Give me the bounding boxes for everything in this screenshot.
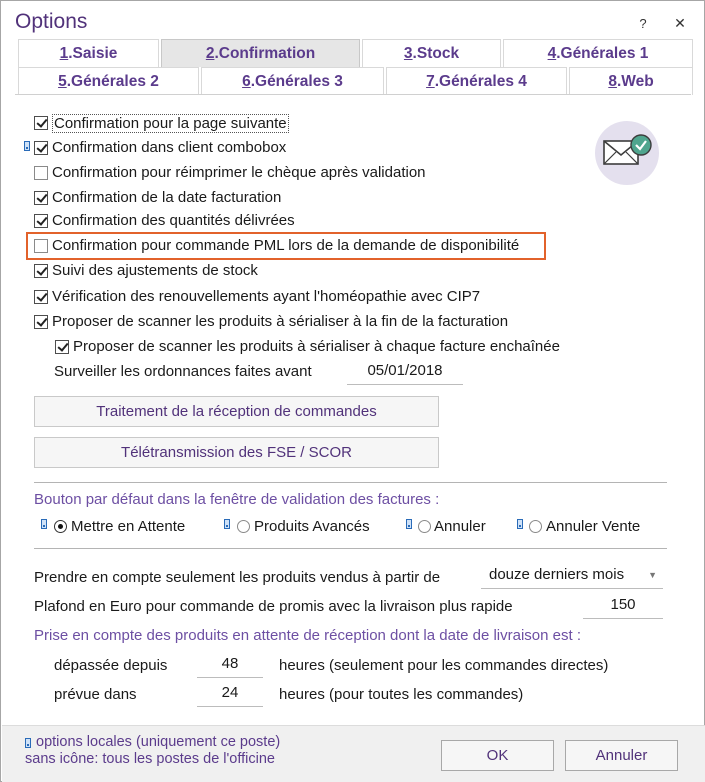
teletransmission-button[interactable]: Télétransmission des FSE / SCOR [34,437,439,468]
depassee-hours-field[interactable]: 48 [197,652,263,678]
local-option-icon [224,519,230,529]
tab-generales-4[interactable]: 7.Générales 4 [386,67,567,95]
chevron-down-icon: ▼ [648,570,657,580]
local-option-icon [406,519,412,529]
periode-dropdown[interactable] [481,563,663,589]
checkbox-ajustements-stock[interactable] [34,264,48,278]
label-surveiller: Surveiller les ordonnances faites avant [54,363,312,380]
close-button[interactable]: ✕ [674,15,686,31]
surveiller-date-field[interactable]: 05/01/2018 [347,359,463,385]
tab-generales-1[interactable]: 4.Générales 1 [503,39,693,67]
divider [34,548,667,549]
divider [34,482,667,483]
label-annuler: Annuler [434,518,486,535]
tab-divider [15,94,691,95]
radio-mettre-en-attente[interactable] [54,520,67,533]
label-serialiser-chaque: Proposer de scanner les produits à sérialiser à chaque facture enchaînée [73,338,560,355]
label-depassee-depuis: dépassée depuis [54,657,168,674]
envelope-check-icon [595,121,659,185]
help-button[interactable]: ? [639,16,647,31]
checkbox-commande-pml[interactable] [34,239,48,253]
local-option-icon [41,519,47,529]
label-commande-pml: Confirmation pour commande PML lors de la demande de disponibilité [52,237,520,254]
prevue-hours-field[interactable]: 24 [197,681,263,707]
plafond-field[interactable]: 150 [583,593,663,619]
checkbox-homeopathie[interactable] [34,290,48,304]
label-depassee-suffix: heures (seulement pour les commandes directes) [279,657,609,674]
annuler-button[interactable]: Annuler [565,740,678,771]
label-serialiser-fin: Proposer de scanner les produits à sérialiser à la fin de la facturation [52,313,509,330]
radio-produits-avances[interactable] [237,520,250,533]
local-option-icon [517,519,523,529]
radio-annuler-vente[interactable] [529,520,542,533]
label-produits-avances: Produits Avancés [254,518,370,535]
label-page-suivante: Confirmation pour la page suivante [54,115,287,132]
tab-saisie[interactable]: 1.Saisie [18,39,159,67]
label-mettre-en-attente: Mettre en Attente [71,518,186,535]
tab-generales-3[interactable]: 6.Générales 3 [201,67,384,95]
radio-annuler[interactable] [418,520,431,533]
checkbox-serialiser-chaque[interactable] [55,340,69,354]
default-button-heading: Bouton par défaut dans la fenêtre de validation des factures : [34,491,440,508]
local-option-icon [24,141,30,151]
periode-dropdown-value: douze derniers mois [489,566,625,583]
label-date-facturation: Confirmation de la date facturation [52,189,282,206]
checkbox-client-combobox[interactable] [34,141,48,155]
tab-stock[interactable]: 3.Stock [362,39,501,67]
window-title: Options [15,10,88,33]
label-homeopathie: Vérification des renouvellements ayant l'homéopathie avec CIP7 [52,288,481,305]
label-prevue-suffix: heures (pour toutes les commandes) [279,686,524,703]
tab-confirmation[interactable]: 2.Confirmation [161,39,360,67]
checkbox-page-suivante[interactable] [34,116,48,130]
checkbox-reimprimer-cheque[interactable] [34,166,48,180]
checkbox-date-facturation[interactable] [34,191,48,205]
ok-button[interactable]: OK [441,740,554,771]
local-option-icon [25,738,31,748]
label-ajustements-stock: Suivi des ajustements de stock [52,262,258,279]
label-reimprimer-cheque: Confirmation pour réimprimer le chèque après validation [52,164,426,181]
footer-legend-local: options locales (uniquement ce poste) [36,734,281,750]
label-quantites-delivrees: Confirmation des quantités délivrées [52,212,295,229]
checkbox-quantites-delivrees[interactable] [34,214,48,228]
checkbox-serialiser-fin[interactable] [34,315,48,329]
label-plafond: Plafond en Euro pour commande de promis avec la livraison plus rapide [34,598,513,615]
prise-en-compte-heading: Prise en compte des produits en attente de réception dont la date de livraison est : [34,627,582,644]
label-prevue-dans: prévue dans [54,686,137,703]
label-annuler-vente: Annuler Vente [546,518,641,535]
label-client-combobox: Confirmation dans client combobox [52,139,287,156]
footer-legend-global: sans icône: tous les postes de l'officine [25,751,275,767]
tab-generales-2[interactable]: 5.Générales 2 [18,67,199,95]
label-prendre-en-compte: Prendre en compte seulement les produits vendus à partir de [34,569,441,586]
tab-web[interactable]: 8.Web [569,67,693,95]
traitement-reception-button[interactable]: Traitement de la réception de commandes [34,396,439,427]
